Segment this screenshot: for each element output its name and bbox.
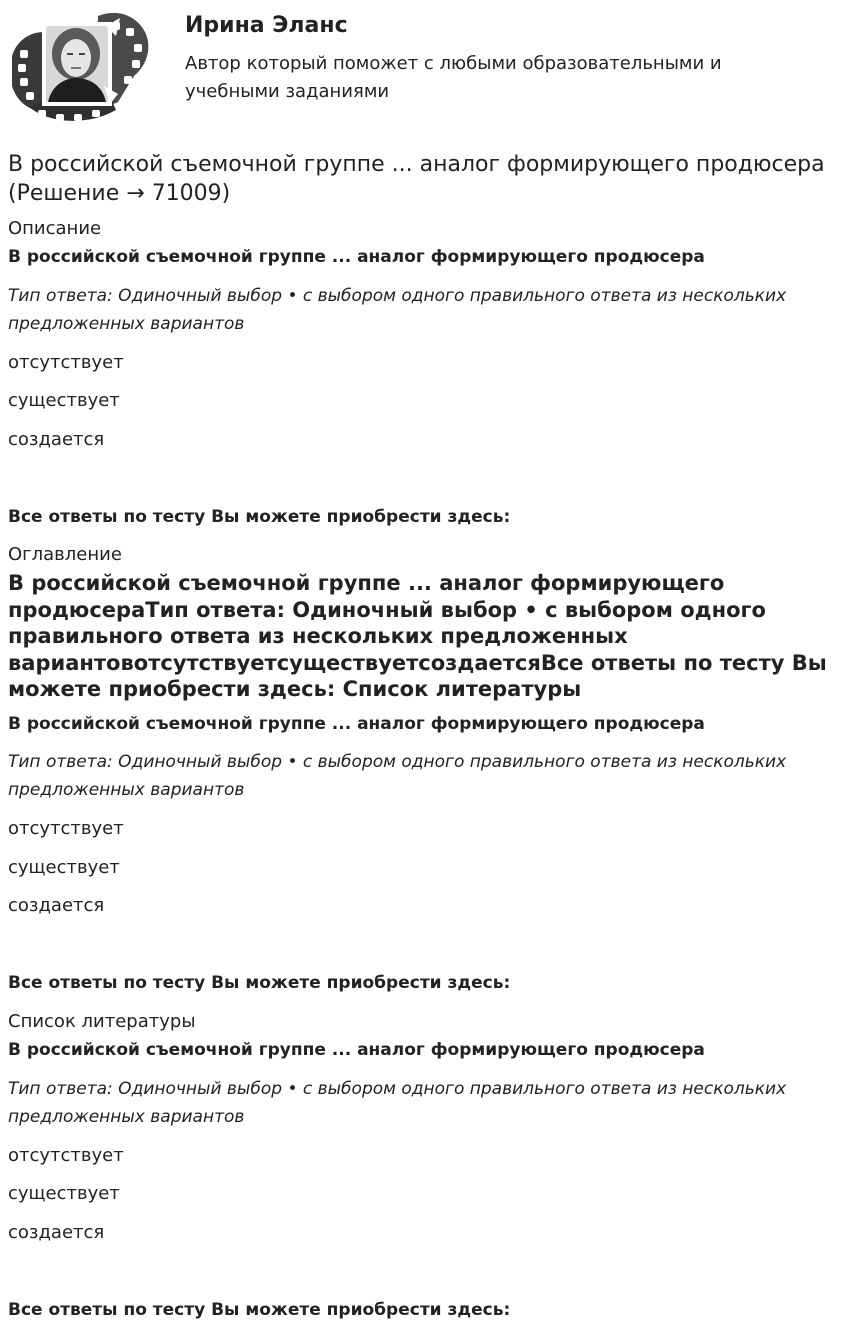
literature-label: Список литературы — [8, 1011, 196, 1032]
film-frame-avatar-icon — [8, 6, 150, 128]
toc-label: Оглавление — [8, 544, 122, 565]
buy-answers-text: Все ответы по тесту Вы можете приобрести здесь: — [8, 973, 511, 993]
answer-type: Тип ответа: Одиночный выбор • с выбором одного правильного ответа из нескольких предложенных вариантов — [8, 1079, 787, 1127]
buy-answers-text: Все ответы по тесту Вы можете приобрести здесь: — [8, 507, 511, 527]
toc-text: В российской съемочной группе ... аналог формирующего продюсераТип ответа: Одиночный выбор • с выбором одного правильного ответа из нескольких предложенных вариантовотсутствуетсуществуетсоздаетсяВсе ответы по тесту Вы можете приобрести здесь: Список литературы — [8, 571, 827, 701]
description-label: Описание — [8, 218, 102, 239]
option-item: создается — [8, 429, 105, 450]
answer-type: Тип ответа: Одиночный выбор • с выбором одного правильного ответа из нескольких предложенных вариантов — [8, 286, 787, 334]
author-header — [0, 0, 847, 140]
buy-answers-text: Все ответы по тесту Вы можете приобрести здесь: — [8, 1300, 511, 1320]
question-text: В российской съемочной группе ... аналог формирующего продюсера — [8, 247, 705, 267]
question-text: В российской съемочной группе ... аналог формирующего продюсера — [8, 1040, 705, 1060]
option-item: существует — [8, 857, 120, 878]
answer-type: Тип ответа: Одиночный выбор • с выбором одного правильного ответа из нескольких предложенных вариантов — [8, 752, 787, 800]
page-title: В российской съемочной группе ... аналог формирующего продюсера (Решение → 71009) — [8, 152, 825, 206]
question-text: В российской съемочной группе ... аналог формирующего продюсера — [8, 714, 705, 734]
option-item: отсутствует — [8, 1145, 124, 1166]
option-item: создается — [8, 1222, 105, 1243]
author-description: Автор который поможет с любыми образовательными и учебными заданиями — [185, 53, 722, 102]
option-item: существует — [8, 390, 120, 411]
author-name[interactable]: Ирина Эланс — [185, 13, 348, 38]
option-item: существует — [8, 1183, 120, 1204]
option-item: отсутствует — [8, 818, 124, 839]
option-item: создается — [8, 895, 105, 916]
option-item: отсутствует — [8, 352, 124, 373]
